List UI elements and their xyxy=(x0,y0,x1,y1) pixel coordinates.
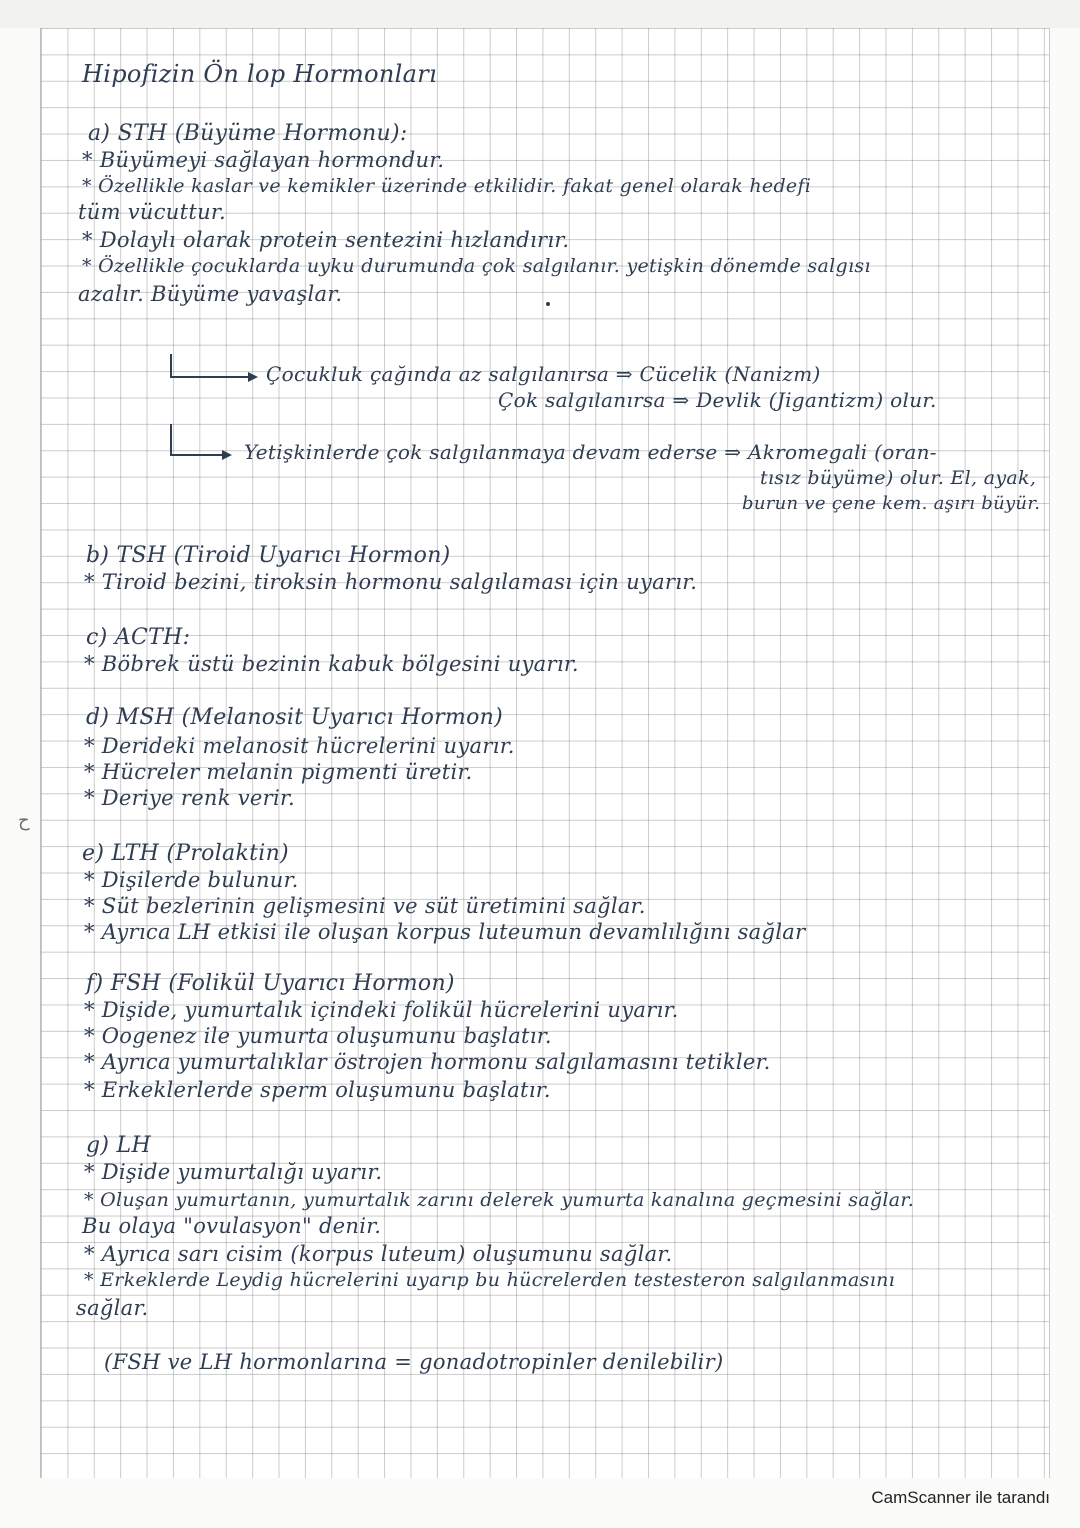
tsh-heading: b) TSH (Tiroid Uyarıcı Hormon) xyxy=(86,543,451,568)
lth-line-1: * Dişilerde bulunur. xyxy=(84,868,299,892)
gonadotropin-note: (FSH ve LH hormonlarına = gonadotropinler denilebilir) xyxy=(104,1350,724,1374)
sth-line-6: azalır. Büyüme yavaşlar. xyxy=(78,282,343,306)
margin-mark: ح xyxy=(18,810,30,831)
fsh-line-2: * Oogenez ile yumurta oluşumunu başlatır. xyxy=(84,1024,552,1048)
sth-branch2-line1: Yetişkinlerde çok salgılanmaya devam ederse ⇒ Akromegali (oran- xyxy=(244,440,937,464)
lh-line-2: * Oluşan yumurtanın, yumurtalık zarını delerek yumurta kanalına geçmesini sağlar. xyxy=(84,1189,915,1211)
scanner-watermark: CamScanner ile tarandı xyxy=(871,1488,1050,1507)
sth-heading: a) STH (Büyüme Hormonu): xyxy=(88,121,408,146)
lth-line-2: * Süt bezlerinin gelişmesini ve süt üretimini sağlar. xyxy=(84,894,646,918)
sth-branch1-line1: Çocukluk çağında az salgılanırsa ⇒ Cücelik (Nanizm) xyxy=(266,362,821,386)
page-title: Hipofizin Ön lop Hormonları xyxy=(82,60,438,88)
ink-dot xyxy=(546,302,550,306)
sth-line-2: * Özellikle kaslar ve kemikler üzerinde etkilidir. fakat genel olarak hedefi xyxy=(82,175,812,197)
msh-line-2: * Hücreler melanin pigmenti üretir. xyxy=(84,760,473,784)
lth-line-3: * Ayrıca LH etkisi ile oluşan korpus luteumun devamlılığını sağlar xyxy=(84,920,806,944)
fsh-line-1: * Dişide, yumurtalık içindeki folikül hücrelerini uyarır. xyxy=(84,998,679,1022)
branch-arrow-1 xyxy=(170,354,256,378)
sth-line-5: * Özellikle çocuklarda uyku durumunda çok salgılanır. yetişkin dönemde salgısı xyxy=(82,255,871,277)
msh-heading: d) MSH (Melanosit Uyarıcı Hormon) xyxy=(86,705,503,730)
lh-heading: g) LH xyxy=(86,1133,151,1158)
fsh-heading: f) FSH (Folikül Uyarıcı Hormon) xyxy=(86,971,455,996)
msh-line-3: * Deriye renk verir. xyxy=(84,786,296,810)
sth-line-4: * Dolaylı olarak protein sentezini hızlandırır. xyxy=(82,228,570,252)
lh-line-1: * Dişide yumurtalığı uyarır. xyxy=(84,1160,383,1184)
lh-line-6: sağlar. xyxy=(76,1296,149,1320)
lh-line-5: * Erkeklerde Leydig hücrelerini uyarıp bu hücrelerden testesteron salgılanmasını xyxy=(84,1269,896,1291)
sth-line-3: tüm vücuttur. xyxy=(78,200,226,224)
branch-arrow-2 xyxy=(170,424,230,456)
lh-line-4: * Ayrıca sarı cisim (korpus luteum) oluşumunu sağlar. xyxy=(84,1242,673,1266)
acth-heading: c) ACTH: xyxy=(86,625,191,650)
lh-line-3: Bu olaya "ovulasyon" denir. xyxy=(82,1214,382,1238)
fsh-line-3: * Ayrıca yumurtalıklar östrojen hormonu salgılamasını tetikler. xyxy=(84,1050,771,1074)
lth-heading: e) LTH (Prolaktin) xyxy=(82,841,289,866)
acth-line-1: * Böbrek üstü bezinin kabuk bölgesini uyarır. xyxy=(84,652,579,676)
scan-top-edge xyxy=(0,0,1080,28)
sth-line-1: * Büyümeyi sağlayan hormondur. xyxy=(82,148,445,172)
fsh-line-4: * Erkeklerlerde sperm oluşumunu başlatır. xyxy=(84,1078,551,1102)
sth-branch2-line3: burun ve çene kem. aşırı büyür. xyxy=(742,493,1041,514)
sth-branch2-line2: tısız büyüme) olur. El, ayak, xyxy=(760,467,1037,489)
tsh-line-1: * Tiroid bezini, tiroksin hormonu salgılaması için uyarır. xyxy=(84,570,698,594)
sth-branch1-line2: Çok salgılanırsa ⇒ Devlik (Jigantizm) olur. xyxy=(498,388,937,412)
msh-line-1: * Derideki melanosit hücrelerini uyarır. xyxy=(84,734,515,758)
